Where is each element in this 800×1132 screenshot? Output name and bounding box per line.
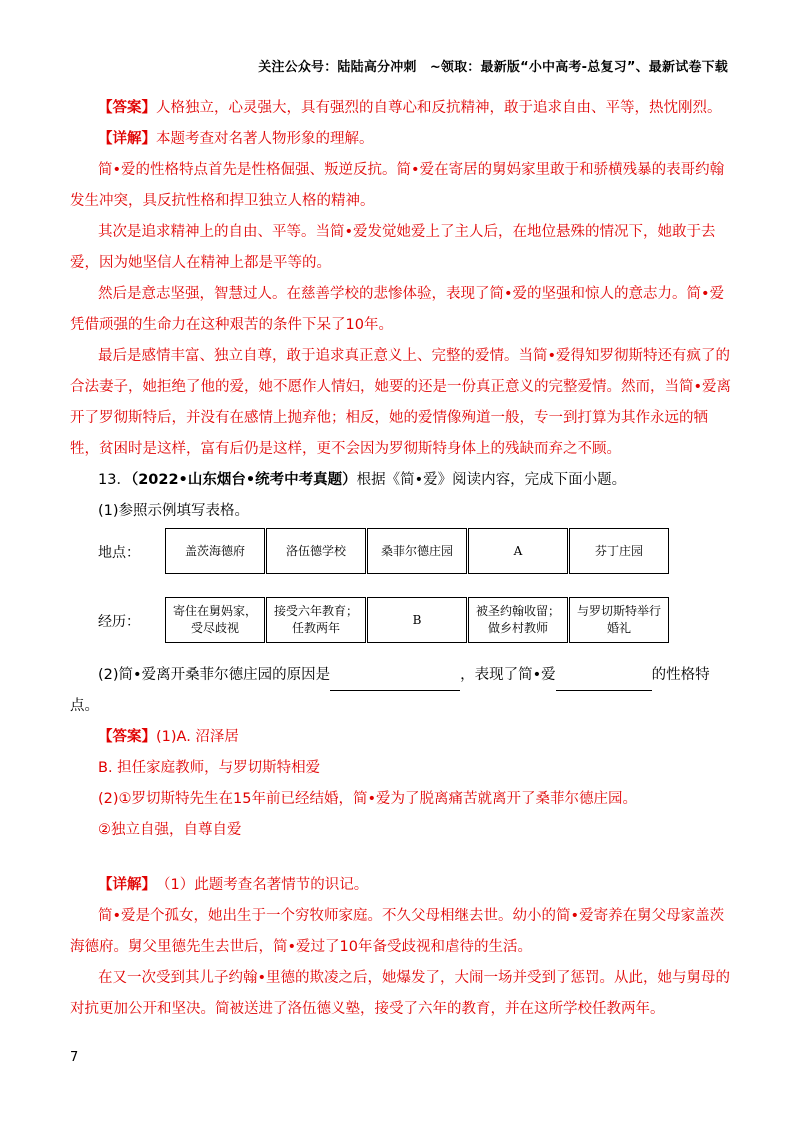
sub2-mid: ，表现了简•爱	[460, 667, 556, 683]
experience-box-4: 被圣约翰收留；做乡村教师	[468, 597, 568, 643]
detail-tag: 【详解】	[98, 877, 156, 893]
detail-1-p3: 然后是意志坚强，智慧过人。在慈善学校的悲惨体验，表现了简•爱的坚强和惊人的意志力。简•爱凭借顽强的生命力在这种艰苦的条件下呆了10年。	[70, 286, 725, 333]
experience-box-b: B	[367, 597, 467, 643]
answer-blank[interactable]	[330, 672, 460, 691]
detail-1-p2: 其次是追求精神上的自由、平等。当简•爱发觉她爱上了主人后，在地位悬殊的情况下，她敢于去爱，因为她坚信人在精神上都是平等的。	[70, 224, 716, 271]
answer-blank[interactable]	[556, 672, 652, 691]
page-header: 关注公众号：陆陆高分冲刺 ~领取：最新版“小中高考-总复习”、最新试卷下载	[258, 60, 728, 75]
place-box-3: 桑菲尔德庄园	[367, 528, 467, 574]
question-number: 13．	[98, 472, 131, 488]
place-box-5: 芬丁庄园	[569, 528, 669, 574]
answer-2-d: ②独立自强，自尊自爱	[98, 822, 242, 838]
detail-2-intro	[70, 870, 732, 901]
detail-2-p1: 简•爱是个孤女，她出生于一个穷牧师家庭。不久父母相继去世。幼小的简•爱寄养在舅父母家盖茨海德府。舅父里德先生去世后，简•爱过了10年备受歧视和虐待的生活。	[70, 908, 725, 955]
experience-box-1: 寄住在舅妈家，受尽歧视	[165, 597, 265, 643]
detail-1-p4: 最后是感情丰富、独立自尊，敢于追求真正意义上、完整的爱情。当简•爱得知罗彻斯特还有疯了的合法妻子，她拒绝了他的爱，她不愿作人情妇，她要的还是一份真正意义的完整爱情。然而，当简•爱离开了罗彻斯特后，并没有在感情上抛弃他；相反，她的爱情像殉道一般，专一到打算为其作永远的牺牲，贫困时是这样，富有后仍是这样，更不会因为罗彻斯特身体上的残缺而弃之不顾。	[70, 348, 732, 457]
experience-label: 经历：	[98, 614, 140, 630]
answer-tag: 【答案】	[98, 100, 156, 116]
detail-1-p1: 简•爱的性格特点首先是性格倔强、叛逆反抗。简•爱在寄居的舅妈家里敢于和骄横残暴的表哥约翰发生冲突，具反抗性格和捍卫独立人格的精神。	[70, 162, 725, 209]
question-sub2	[70, 660, 732, 722]
sub2-pre: (2)简•爱离开桑菲尔德庄园的原因是	[98, 667, 331, 683]
experience-box-2: 接受六年教育；任教两年	[266, 597, 366, 643]
question-sub1	[70, 496, 732, 527]
question-source: （2022•山东烟台•统考中考真题）	[130, 472, 357, 488]
sub1-text: (1)参照示例填写表格。	[98, 503, 250, 519]
place-box-2: 洛伍德学校	[266, 528, 366, 574]
answer-2-a-text: (1)A. 沼泽居	[156, 729, 239, 745]
answer-2-a	[70, 722, 732, 753]
place-label: 地点：	[98, 545, 140, 561]
place-box-a: A	[468, 528, 568, 574]
detail-1-intro-text: 本题考查对名著人物形象的理解。	[156, 131, 374, 147]
experiences-row	[98, 597, 698, 647]
places-row	[98, 528, 698, 578]
answer-2-b: B. 担任家庭教师，与罗切斯特相爱	[98, 760, 321, 776]
detail-2-intro-text: （1）此题考查名著情节的识记。	[156, 877, 369, 893]
question-stem: 根据《简•爱》阅读内容，完成下面小题。	[356, 472, 627, 488]
detail-1-intro	[70, 124, 732, 155]
question-13	[70, 465, 732, 496]
detail-tag: 【详解】	[98, 131, 156, 147]
answer-tag: 【答案】	[98, 729, 156, 745]
sub2-post: 的性格特点。	[70, 667, 710, 714]
page-number: 7	[70, 1050, 79, 1065]
answer-1-text: 人格独立，心灵强大，具有强烈的自尊心和反抗精神，敢于追求自由、平等，热忱刚烈。	[156, 100, 722, 116]
experience-box-5: 与罗切斯特举行婚礼	[569, 597, 669, 643]
detail-2-p2: 在又一次受到其儿子约翰•里德的欺凌之后，她爆发了，大闹一场并受到了惩罚。从此，她与舅母的对抗更加公开和坚决。简被送进了洛伍德义塾，接受了六年的教育，并在这所学校任教两年。	[70, 970, 731, 1017]
answer-2-c: (2)①罗切斯特先生在15年前已经结婚，简•爱为了脱离痛苦就离开了桑菲尔德庄园。	[98, 791, 638, 807]
place-box-1: 盖茨海德府	[165, 528, 265, 574]
answer-1	[70, 93, 732, 124]
